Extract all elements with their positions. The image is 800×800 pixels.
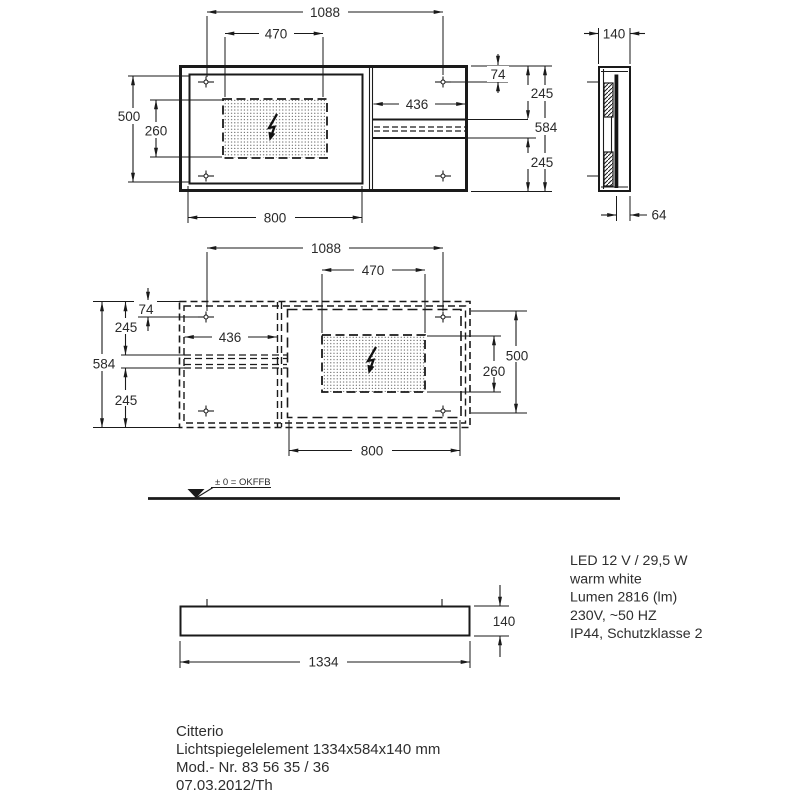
dim-plan-depth: 140	[492, 614, 516, 629]
dim-front-shelf-width: 436	[405, 96, 429, 112]
front-module-divider	[370, 68, 373, 189]
rear-led-area	[322, 335, 425, 392]
front-mounting-point	[198, 171, 214, 182]
side-mounting-bracket	[604, 152, 613, 186]
dim-front-led-height: 260	[144, 123, 168, 139]
dim-rear-led-width: 470	[361, 262, 385, 278]
dim-rear-overall-height: 584	[92, 356, 116, 372]
dim-rear-upper-height: 245	[114, 319, 138, 335]
dim-front-overall-width: 1088	[309, 4, 341, 20]
rear-shelf-band	[184, 355, 287, 368]
front-mounting-point	[435, 77, 451, 88]
side-mounting-bracket	[604, 83, 613, 117]
dim-front-led-width: 470	[264, 26, 288, 42]
dim-rear-lower-height: 245	[114, 392, 138, 408]
spec-line-lumen: Lumen 2816 (lm)	[570, 589, 678, 606]
floor-level-label: ± 0 = OKFFB	[215, 477, 271, 488]
title-date-author: 07.03.2012/Th	[176, 777, 273, 794]
plan-view	[180, 585, 515, 670]
dim-front-top-offset: 74	[490, 67, 506, 82]
dim-front-mirror-height: 500	[117, 108, 141, 124]
plan-body	[181, 607, 470, 636]
front-shelf-band	[373, 120, 465, 139]
title-series: Citterio	[176, 723, 224, 740]
dim-side-mirror-depth: 64	[651, 207, 667, 223]
side-view-dimensions	[584, 27, 667, 223]
title-model-number: Mod.- Nr. 83 56 35 / 36	[176, 759, 330, 776]
dim-front-upper-height: 245	[530, 86, 554, 101]
dim-rear-led-height: 260	[482, 363, 506, 379]
level-marker-icon	[188, 489, 205, 498]
dim-rear-mirror-width: 800	[360, 443, 384, 459]
spec-line-voltage: 230V, ~50 HZ	[570, 607, 657, 624]
title-description: Lichtspiegelelement 1334x584x140 mm	[176, 741, 441, 758]
title-block	[176, 723, 440, 794]
plan-view-dimensions	[180, 585, 515, 670]
rear-mounting-point	[435, 312, 451, 323]
rear-view	[86, 241, 532, 458]
rear-mounting-point	[198, 312, 214, 323]
front-view	[114, 5, 563, 226]
rear-mounting-point	[198, 406, 214, 417]
dim-front-lower-height: 245	[530, 154, 554, 170]
dim-rear-top-offset: 74	[138, 301, 154, 317]
dim-front-overall-height: 584	[534, 119, 558, 135]
spec-line-protection: IP44, Schutzklasse 2	[570, 626, 703, 642]
side-mirror-glass	[615, 75, 619, 189]
front-mounting-point	[435, 171, 451, 182]
dim-rear-mirror-height: 500	[505, 348, 529, 364]
dim-rear-overall-width: 1088	[310, 240, 342, 256]
spec-line-led: LED 12 V / 29,5 W	[570, 553, 688, 569]
side-view	[584, 27, 667, 223]
rear-mounting-point	[435, 406, 451, 417]
dim-front-mirror-width: 800	[263, 210, 287, 226]
ground-line	[148, 477, 620, 499]
spec-line-color: warm white	[570, 571, 642, 588]
front-mounting-point	[198, 77, 214, 88]
dim-rear-shelf-width: 436	[218, 329, 242, 345]
dim-side-depth: 140	[602, 26, 626, 42]
dim-plan-width: 1334	[308, 654, 339, 670]
spec-text-block	[569, 553, 703, 642]
